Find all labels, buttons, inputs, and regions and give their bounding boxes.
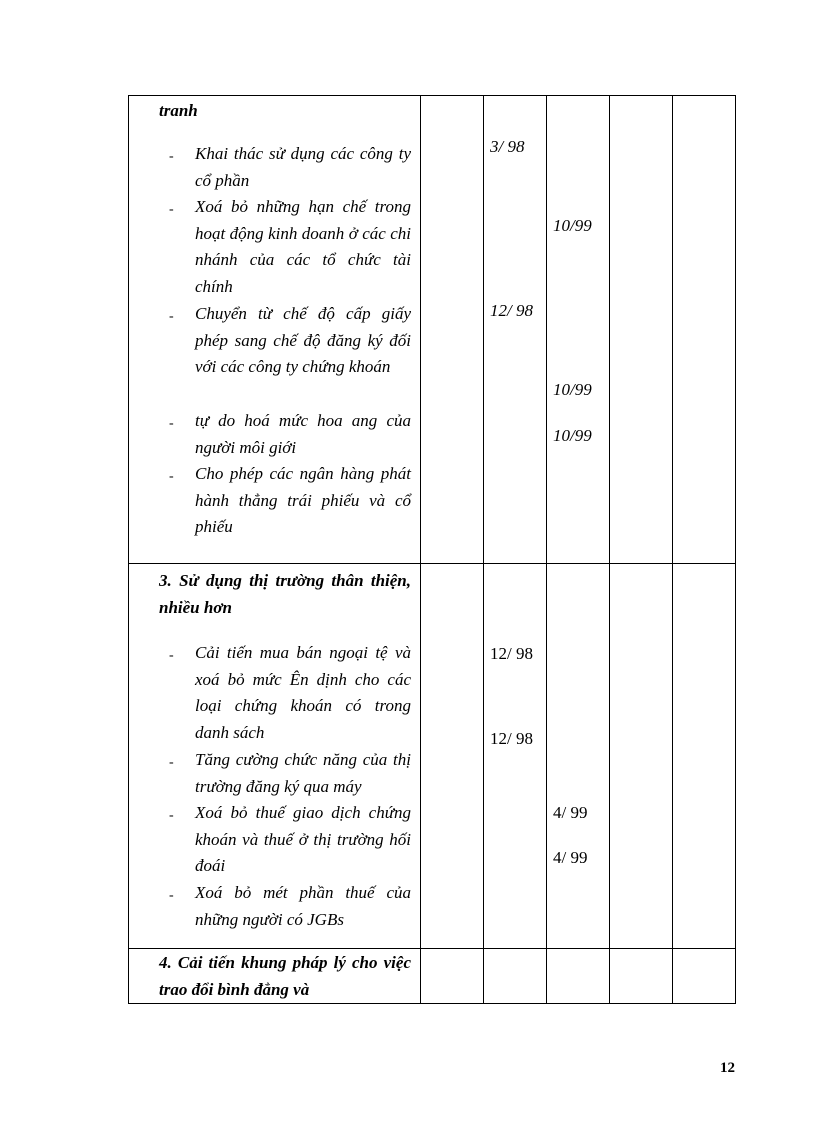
blank-cell [421, 564, 484, 949]
list-item: Chuyển từ chế độ cấp giấy phép sang chế độ đăng ký đối với các công ty chứng khoán [195, 304, 411, 377]
measure-cell [129, 949, 421, 1004]
blank-cell [610, 96, 673, 564]
measure-cell [129, 564, 421, 949]
page-number: 12 [720, 1060, 735, 1076]
date-label: 3/ 98 [490, 137, 525, 156]
list-item: Khai thác sử dụng các công ty cổ phần [195, 144, 411, 190]
bullet-dash: - [169, 149, 174, 164]
date-label: 4/ 99 [553, 848, 588, 867]
date-label: 4/ 99 [553, 803, 588, 822]
blank-cell [673, 564, 736, 949]
blank-cell [610, 564, 673, 949]
list-item: Xoá bỏ mét phần thuế của những người có JGBs [195, 883, 411, 929]
blank-cell [484, 949, 547, 1004]
table-row [129, 949, 736, 1004]
bullet-dash: - [169, 888, 174, 903]
blank-cell [547, 949, 610, 1004]
list-item: Xoá bỏ những hạn chế trong hoạt động kinh doanh ở các chi nhánh của các tổ chức tài chính [195, 197, 411, 297]
date-label: 12/ 98 [490, 644, 533, 663]
row-heading: 4. Cải tiến khung pháp lý cho việc trao đổi bình đẳng và [159, 953, 411, 999]
blank-cell [421, 949, 484, 1004]
bullet-dash: - [169, 755, 174, 770]
blank-cell [673, 949, 736, 1004]
bullet-dash: - [169, 808, 174, 823]
measure-cell [129, 96, 421, 564]
date-label: 12/ 98 [490, 729, 533, 748]
list-item: Tăng cường chức năng của thị trường đăng ký qua máy [195, 750, 411, 796]
blank-cell [421, 96, 484, 564]
date-label: 12/ 98 [490, 301, 533, 320]
row-heading: 3. Sử dụng thị trường thân thiện, nhiều hơn [159, 571, 411, 617]
bullet-dash: - [169, 469, 174, 484]
list-item: tự do hoá mức hoa ang của người môi giới [195, 411, 411, 457]
blank-cell [610, 949, 673, 1004]
list-item: Xoá bỏ thuế giao dịch chứng khoán và thuế ở thị trường hối đoái [195, 803, 411, 876]
date-label: 10/99 [553, 380, 592, 399]
row-heading: tranh [159, 101, 198, 120]
reform-schedule-table [128, 95, 736, 1004]
date-label: 10/99 [553, 216, 592, 235]
date-cell [547, 564, 610, 949]
bullet-dash: - [169, 648, 174, 663]
table-row [129, 96, 736, 564]
bullet-dash: - [169, 202, 174, 217]
date-label: 10/99 [553, 426, 592, 445]
date-cell [484, 564, 547, 949]
date-cell [484, 96, 547, 564]
list-item: Cho phép các ngân hàng phát hành thẳng trái phiếu và cổ phiếu [195, 464, 411, 537]
list-item: Cải tiến mua bán ngoại tệ và xoá bỏ mức Ên dịnh cho các loại chứng khoán có trong danh sách [195, 643, 411, 743]
table-row [129, 564, 736, 949]
bullet-dash: - [169, 309, 174, 324]
blank-cell [673, 96, 736, 564]
bullet-dash: - [169, 416, 174, 431]
date-cell [547, 96, 610, 564]
